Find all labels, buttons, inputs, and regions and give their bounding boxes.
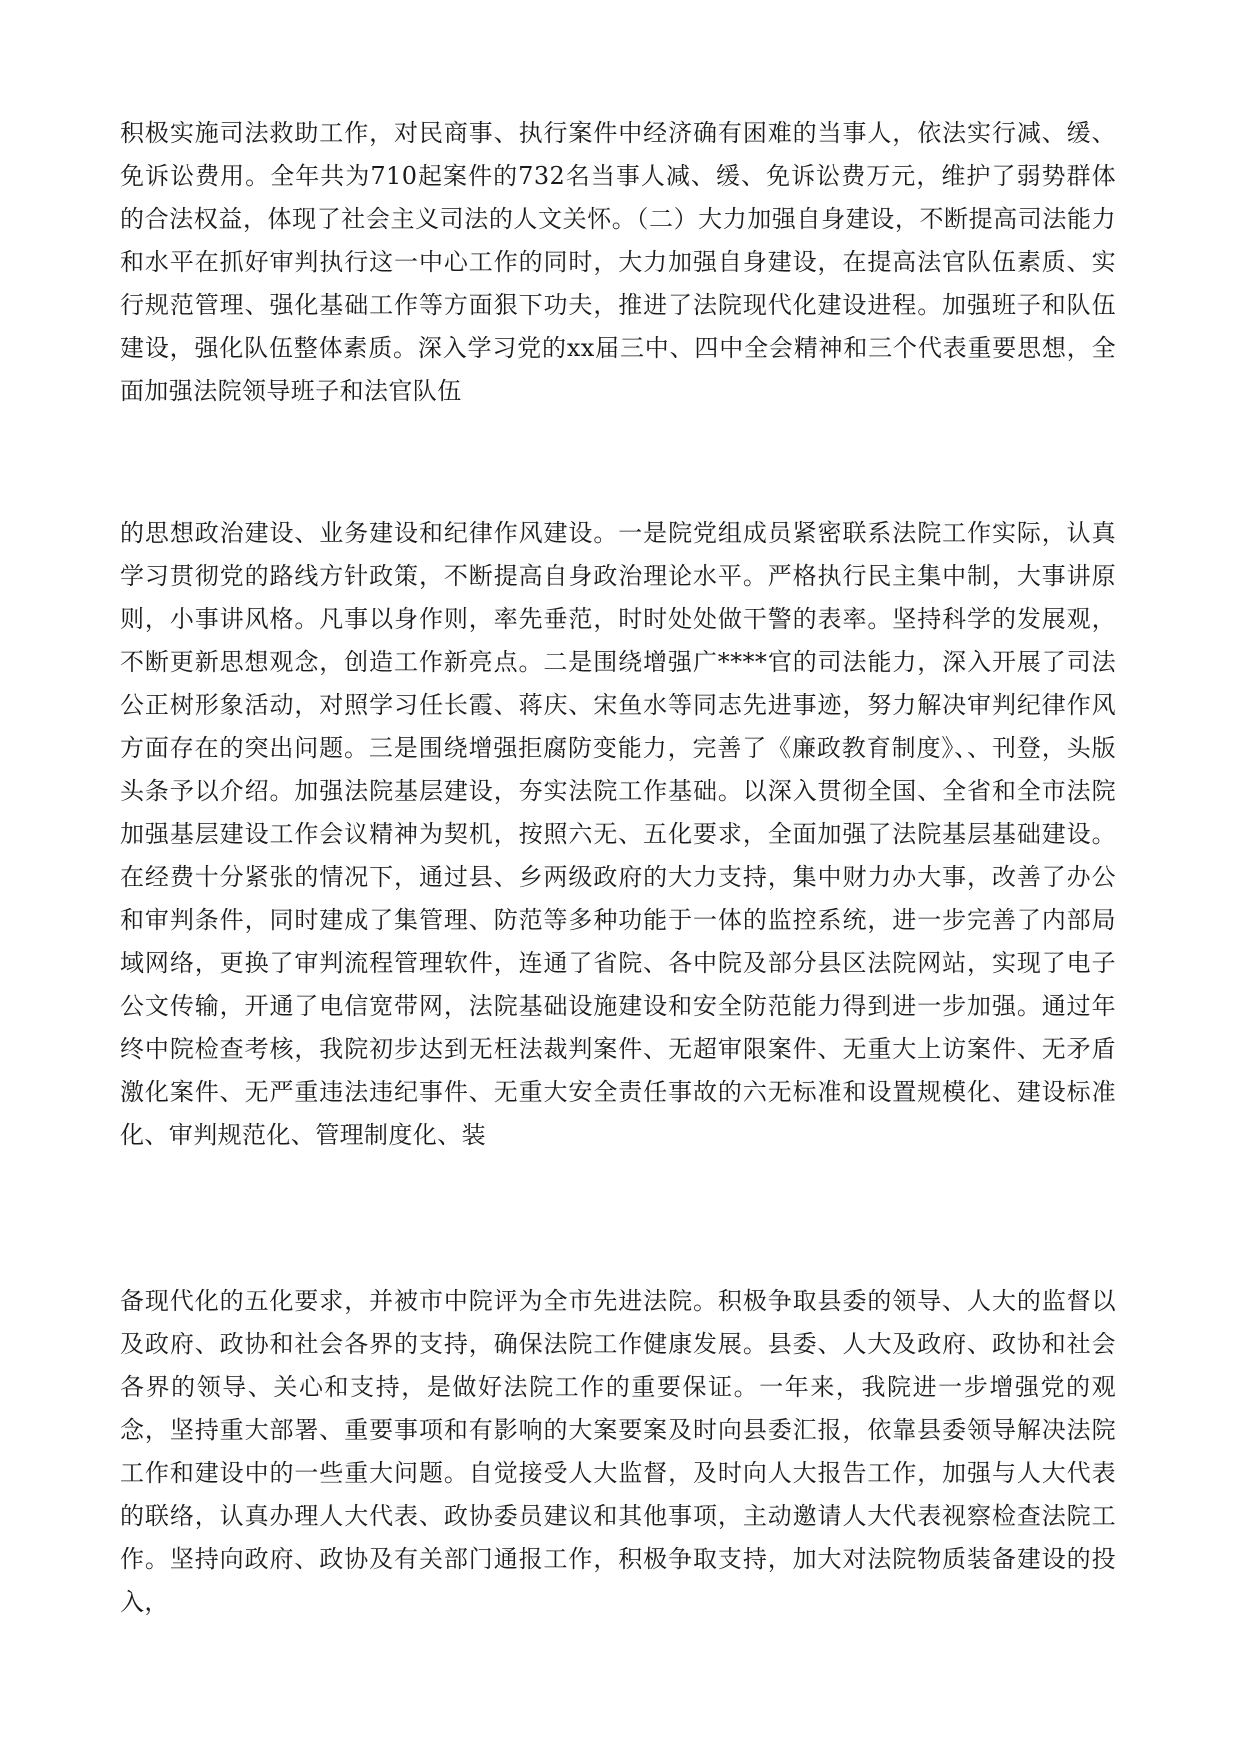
- paragraph-1: 积极实施司法救助工作，对民商事、执行案件中经济确有困难的当事人，依法实行减、缓、免诉讼费用。全年共为710起案件的732名当事人减、缓、免诉讼费万元，维护了弱势群体的合法权益，体现了社会主义司法的人文关怀。（二）大力加强自身建设，不断提高司法能力和水平在抓好审判执行这一中心工作的同时，大力加强自身建设，在提高法官队伍素质、实行规范管理、强化基础工作等方面狠下功夫，推进了法院现代化建设进程。加强班子和队伍建设，强化队伍整体素质。深入学习党的xx届三中、四中全会精神和三个代表重要思想，全面加强法院领导班子和法官队伍: [120, 119, 1116, 405]
- paragraph-3: 备现代化的五化要求，并被市中院评为全市先进法院。积极争取县委的领导、人大的监督以及政府、政协和社会各界的支持，确保法院工作健康发展。县委、人大及政府、政协和社会各界的领导、关心和支持，是做好法院工作的重要保证。一年来，我院进一步增强党的观念，坚持重大部署、重要事项和有影响的大案要案及时向县委汇报，依靠县委领导解决法院工作和建设中的一些重大问题。自觉接受人大监督，及时向人大报告工作，加强与人大代表的联络，认真办理人大代表、政协委员建议和其他事项，主动邀请人大代表视察检查法院工作。坚持向政府、政协及有关部门通报工作，积极争取支持，加大对法院物质装备建设的投入，: [120, 1287, 1116, 1616]
- paragraph-2: 的思想政治建设、业务建设和纪律作风建设。一是院党组成员紧密联系法院工作实际，认真学习贯彻党的路线方针政策，不断提高自身政治理论水平。严格执行民主集中制，大事讲原则，小事讲风格。凡事以身作则，率先垂范，时时处处做干警的表率。坚持科学的发展观，不断更新思想观念，创造工作新亮点。二是围绕增强广****官的司法能力，深入开展了司法公正树形象活动，对照学习任长霞、蒋庆、宋鱼水等同志先进事迹，努力解决审判纪律作风方面存在的突出问题。三是围绕增强拒腐防变能力，完善了《廉政教育制度》、、刊登，头版头条予以介绍。加强法院基层建设，夯实法院工作基础。以深入贯彻全国、全省和全市法院加强基层建设工作会议精神为契机，按照六无、五化要求，全面加强了法院基层基础建设。在经费十分紧张的情况下，通过县、乡两级政府的大力支持，集中财力办大事，改善了办公和审判条件，同时建成了集管理、防范等多种功能于一体的监控系统，进一步完善了内部局域网络，更换了审判流程管理软件，连通了省院、各中院及部分县区法院网站，实现了电子公文传输，开通了电信宽带网，法院基础设施建设和安全防范能力得到进一步加强。通过年终中院检查考核，我院初步达到无枉法裁判案件、无超审限案件、无重大上访案件、无矛盾激化案件、无严重违法违纪事件、无重大安全责任事故的六无标准和设置规模化、建设标准化、审判规范化、管理制度化、装: [120, 519, 1116, 1149]
